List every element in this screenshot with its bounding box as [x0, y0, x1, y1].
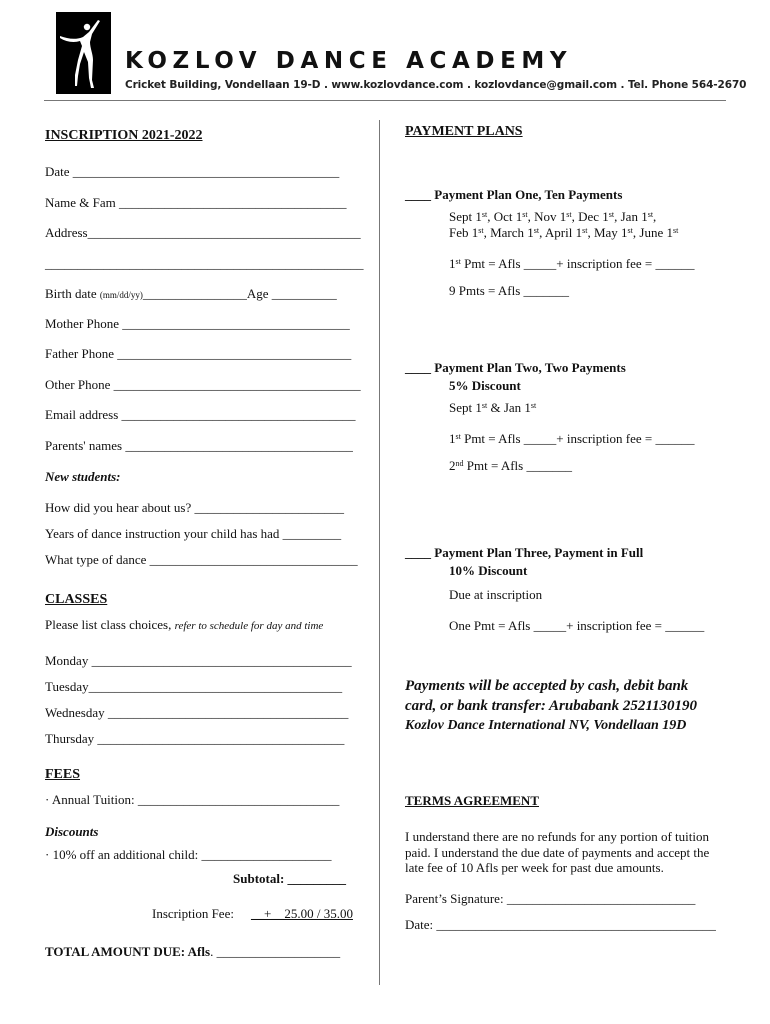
email-field[interactable]: Email address ____________________________________ [45, 407, 356, 422]
parents-names-field[interactable]: Parents' names ___________________________________ [45, 438, 353, 453]
plan-two-first-text: Pmt = Afls _____+ inscription fee = ______ [460, 431, 695, 446]
discounts-label: Discounts [45, 824, 99, 839]
plan-two-date-b: & Jan 1 [487, 400, 531, 415]
address-line2-field[interactable]: _________________________________________________ [45, 256, 364, 271]
dancer-logo [56, 12, 111, 94]
name-field[interactable]: Name & Fam ___________________________________ [45, 195, 347, 210]
ordinal-suffix: st [647, 210, 654, 219]
date-text: Feb 1 [449, 225, 479, 240]
tuesday-field[interactable]: Tuesday_______________________________________ [45, 679, 343, 694]
how-hear-field[interactable]: How did you hear about us? _______________________ [45, 500, 344, 515]
date-text: , Nov 1 [527, 209, 567, 224]
inscription-fee-label: Inscription Fee: [152, 906, 234, 921]
monday-field[interactable]: Monday ________________________________________ [45, 653, 352, 668]
father-phone-field[interactable]: Father Phone ____________________________________ [45, 346, 352, 361]
fees-title: FEES [45, 767, 81, 782]
classes-instruction-text: Please list class choices, [45, 617, 175, 632]
other-phone-field[interactable]: Other Phone ______________________________________ [45, 377, 361, 392]
address-field[interactable]: Address__________________________________________ [45, 225, 361, 240]
classes-instruction [45, 617, 323, 633]
ordinal-suffix: st [533, 226, 540, 235]
plan-one-first-sup: st [455, 257, 461, 266]
birth-date-field[interactable] [45, 286, 337, 302]
plan-three-due: Due at inscription [449, 587, 543, 602]
ordinal-suffix: st [478, 226, 484, 235]
ordinal-suffix: st [522, 210, 528, 219]
plan-one-dates-line1 [449, 209, 656, 225]
payment-plans-title: PAYMENT PLANS [405, 124, 523, 139]
date-field[interactable]: Date _________________________________________ [45, 164, 340, 179]
date-text: , Oct 1 [487, 209, 523, 224]
birth-date-format: (mm/dd/yy) [99, 290, 143, 300]
date-text: , June 1 [632, 225, 673, 240]
new-students-label: New students: [45, 469, 121, 484]
plan-two-sup1: st [481, 401, 488, 410]
plan-three-payment[interactable]: One Pmt = Afls _____+ inscription fee = ______ [449, 618, 705, 633]
wednesday-field[interactable]: Wednesday _____________________________________ [45, 705, 349, 720]
plan-three-title[interactable]: ____ Payment Plan Three, Payment in Full [405, 545, 644, 560]
total-due-label: TOTAL AMOUNT DUE: Afls [45, 944, 211, 959]
plan-two-first-num: 1 [449, 431, 456, 446]
ordinal-suffix: st [608, 210, 615, 219]
plan-two-second-text: Pmt = Afls _______ [463, 458, 572, 473]
date-text: Sept 1 [449, 209, 482, 224]
payment-accept-line2: card, or bank transfer: Arubabank 2521130190 [405, 698, 697, 714]
discount-child-field[interactable]: · 10% off an additional child: ____________________ [45, 847, 332, 862]
plan-one-first-text: Pmt = Afls _____+ inscription fee = ______ [460, 256, 695, 271]
thursday-field[interactable]: Thursday ______________________________________ [45, 731, 345, 746]
signature-field[interactable]: Parent’s Signature: _____________________________ [405, 891, 696, 906]
total-due-field[interactable] [45, 944, 340, 960]
mother-phone-field[interactable]: Mother Phone ___________________________________ [45, 316, 350, 331]
classes-title: CLASSES [45, 592, 108, 607]
plan-two-date-a: Sept 1 [449, 400, 482, 415]
classes-instruction-note: refer to schedule for day and time [174, 620, 324, 632]
plan-two-second-num: 2 [449, 458, 456, 473]
birth-date-label: Birth date [45, 286, 100, 301]
terms-line1: I understand there are no refunds for any portion of tuition [405, 829, 709, 844]
ordinal-suffix: st [627, 226, 633, 235]
subtotal-field[interactable]: Subtotal: _________ [233, 871, 347, 886]
terms-line2: paid. I understand the due date of payments and accept the [405, 845, 710, 860]
total-due-blank: . ___________________ [210, 944, 341, 959]
ordinal-suffix: st [582, 226, 588, 235]
terms-line3: late fee of 10 Afls per week for past due amounts. [405, 860, 664, 875]
inscription-title: INSCRIPTION 2021-2022 [45, 128, 203, 143]
plan-two-second-payment[interactable] [449, 458, 572, 474]
date-text: , Jan 1 [614, 209, 648, 224]
date-text: , [653, 209, 657, 224]
birth-date-age: ________________Age __________ [142, 286, 337, 301]
ordinal-suffix: st [672, 226, 679, 235]
date-text: , May 1 [587, 225, 628, 240]
header-divider [44, 100, 726, 101]
plan-one-dates-line2 [449, 225, 678, 241]
academy-title: KOZLOV DANCE ACADEMY [125, 48, 573, 74]
date-text: , April 1 [539, 225, 583, 240]
ordinal-suffix: st [481, 210, 488, 219]
plan-one-first-num: 1 [449, 256, 456, 271]
plan-two-first-payment[interactable] [449, 431, 694, 447]
plan-two-dates [449, 400, 536, 416]
payment-accept-line3: Kozlov Dance International NV, Vondellaan 19D [405, 718, 687, 733]
plan-one-title[interactable]: ____ Payment Plan One, Ten Payments [405, 187, 623, 202]
column-divider [379, 120, 380, 985]
payment-accept-line1: Payments will be accepted by cash, debit bank [405, 678, 689, 694]
date-text: , March 1 [483, 225, 534, 240]
type-dance-field[interactable]: What type of dance ________________________________ [45, 552, 358, 567]
plan-two-title[interactable]: ____ Payment Plan Two, Two Payments [405, 360, 626, 375]
terms-title: TERMS AGREEMENT [405, 793, 539, 808]
contact-line: Cricket Building, Vondellaan 19-D . www.kozlovdance.com . kozlovdance@gmail.com . Tel. Phone 564-2670 [125, 79, 747, 91]
date-text: , Dec 1 [571, 209, 609, 224]
plan-three-discount: 10% Discount [449, 563, 528, 578]
plan-two-sup2: st [530, 401, 537, 410]
years-dance-field[interactable]: Years of dance instruction your child has had _________ [45, 526, 342, 541]
annual-tuition-field[interactable]: · Annual Tuition: _______________________________ [45, 792, 340, 807]
plan-two-second-sup: nd [455, 459, 464, 468]
signature-date-field[interactable]: Date: ___________________________________________ [405, 917, 716, 932]
inscription-fee-value: __+__25.00 / 35.00 [251, 906, 353, 921]
plan-two-discount: 5% Discount [449, 378, 521, 393]
plan-one-nine-payments[interactable]: 9 Pmts = Afls _______ [449, 283, 570, 298]
ballerina-icon [56, 12, 111, 94]
ordinal-suffix: st [566, 210, 572, 219]
plan-two-first-sup: st [455, 432, 461, 441]
plan-one-first-payment[interactable] [449, 256, 694, 272]
